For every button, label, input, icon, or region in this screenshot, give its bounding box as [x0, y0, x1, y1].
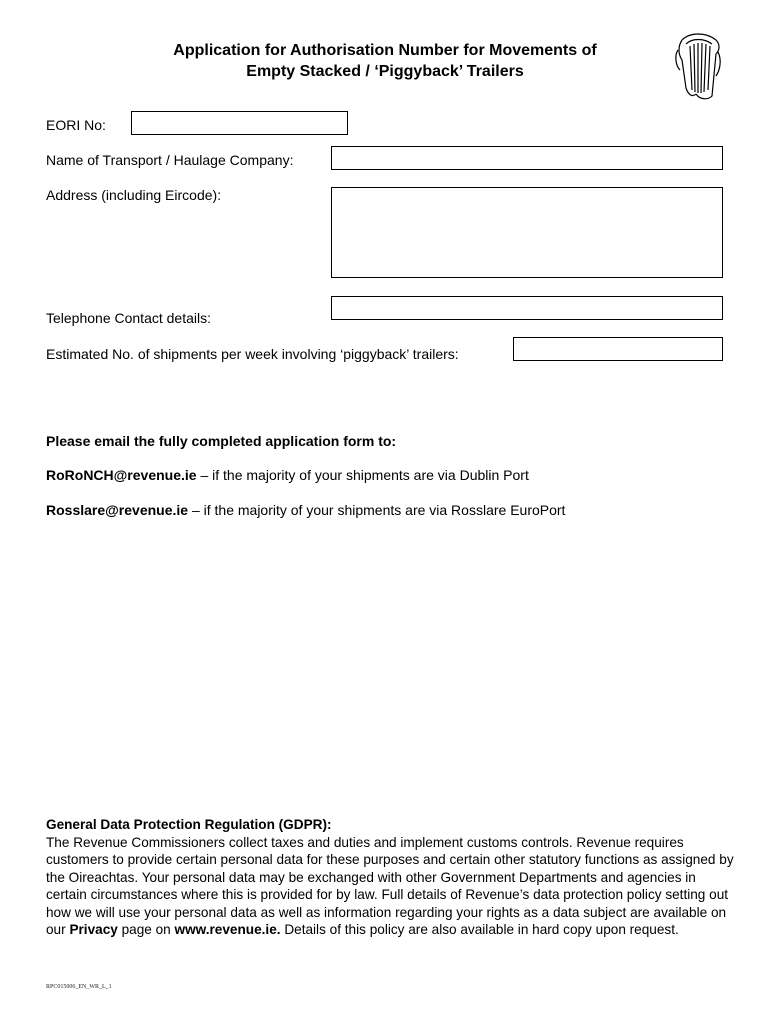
harp-icon [672, 30, 724, 102]
address-label: Address (including Eircode): [46, 187, 222, 203]
eori-field[interactable] [131, 111, 348, 135]
eori-label: EORI No: [46, 117, 106, 133]
address-field[interactable] [331, 187, 723, 278]
title-line-1: Application for Authorisation Number for Movements of [173, 42, 597, 59]
rosslare-email-text: – if the majority of your shipments are via Rosslare EuroPort [188, 502, 566, 518]
gdpr-body-part3: Details of this policy are also available in hard copy upon request. [280, 922, 679, 937]
rosslare-email-line [46, 501, 565, 519]
telephone-label: Telephone Contact details: [46, 310, 211, 326]
shipments-label: Estimated No. of shipments per week involving ‘piggyback’ trailers: [46, 346, 459, 362]
rosslare-email-link[interactable]: Rosslare@revenue.ie [46, 502, 189, 518]
gdpr-section [46, 816, 736, 939]
shipments-field[interactable] [513, 337, 723, 361]
telephone-field[interactable] [331, 296, 723, 320]
dublin-email-link[interactable]: RoRoNCH@revenue.ie [46, 467, 197, 483]
dublin-email-text: – if the majority of your shipments are via Dublin Port [196, 467, 529, 483]
company-label: Name of Transport / Haulage Company: [46, 152, 294, 168]
title-line-2: Empty Stacked / ‘Piggyback’ Trailers [246, 63, 524, 80]
gdpr-body-part1: The Revenue Commissioners collect taxes and duties and implement customs controls. Revenue requires customers to provide certain personal data for these purposes and certain other statutory functions as assigned by the Oireachtas. Your personal data may be exchanged with other Government Departments and agencies in certain circumstances where this is provided for by law. Full details of Revenue’s data protection policy setting out how we will use your personal data as well as information regarding your rights as a data subject are available on our [46, 834, 734, 937]
gdpr-body-part2: page on [117, 922, 175, 937]
privacy-link[interactable]: Privacy [69, 922, 118, 937]
email-instruction: Please email the fully completed application form to: [46, 433, 397, 449]
form-code: RPC015006_EN_WR_L_1 [46, 984, 112, 990]
gdpr-heading: General Data Protection Regulation (GDPR): [46, 817, 332, 832]
dublin-email-line [46, 466, 529, 484]
company-field[interactable] [331, 146, 723, 170]
revenue-website-link[interactable]: www.revenue.ie. [174, 922, 281, 937]
page-title [90, 40, 680, 82]
